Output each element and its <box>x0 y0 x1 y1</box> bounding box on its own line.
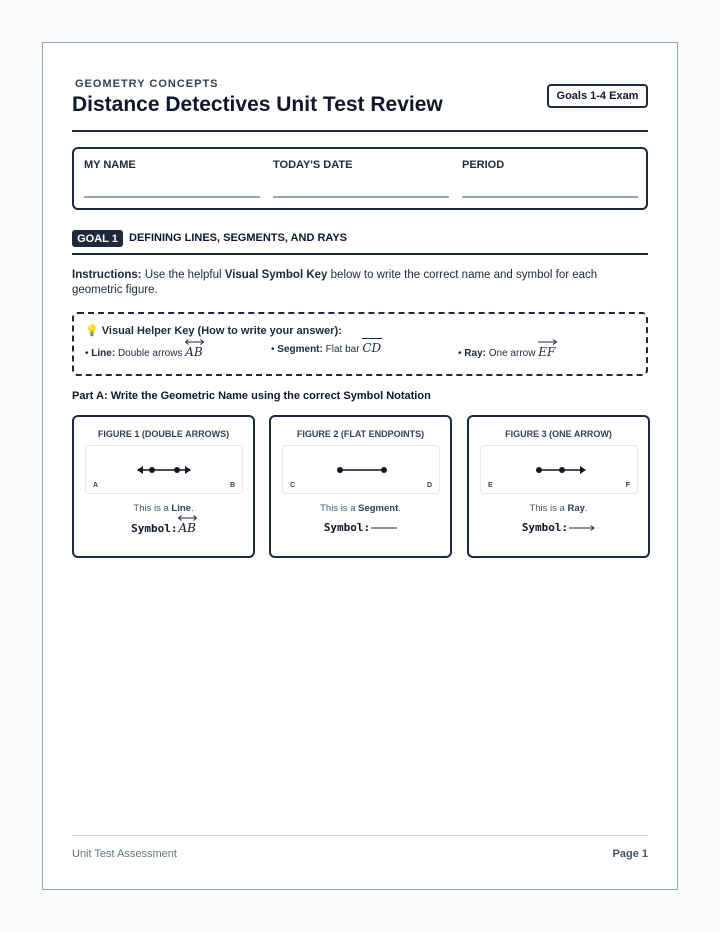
ray-figure-icon <box>481 446 639 495</box>
figure-card-ray <box>467 415 650 558</box>
figure-symbol <box>74 521 253 535</box>
subject-label: GEOMETRY CONCEPTS <box>75 78 219 90</box>
symbol-letters: AB <box>178 521 196 535</box>
caption-post: . <box>190 503 194 514</box>
point-label-b: B <box>229 482 235 489</box>
point-label-e: E <box>488 482 493 489</box>
point-label-f: F <box>625 482 630 489</box>
ray-notation <box>538 345 555 359</box>
figure-symbol <box>271 521 450 534</box>
figure-symbol <box>469 521 648 534</box>
symbol-label: Symbol: <box>131 522 178 535</box>
goal-title: DEFINING LINES, SEGMENTS, AND RAYS <box>129 232 347 244</box>
line-notation-letters: AB <box>185 345 203 359</box>
ray-arrow-icon <box>569 524 595 532</box>
date-label: TODAY'S DATE <box>273 159 353 171</box>
symbol-label: Symbol: <box>521 521 569 534</box>
double-arrow-icon <box>177 514 198 522</box>
key-ray-term: Ray: <box>464 348 486 359</box>
instructions-key-name: Visual Symbol Key <box>224 269 328 281</box>
key-segment-term: Segment: <box>277 344 323 355</box>
goal-divider <box>72 253 648 255</box>
part-a-heading: Part A: Write the Geometric Name using the correct Symbol Notation <box>72 390 431 402</box>
name-field[interactable] <box>84 159 260 171</box>
footer-label: Unit Test Assessment <box>72 848 177 860</box>
figure-drawing <box>85 445 243 494</box>
caption-pre: This is a <box>320 503 359 514</box>
symbol-label: Symbol: <box>323 521 371 534</box>
segment-notation-letters: CD <box>362 341 382 355</box>
symbol-line-notation <box>178 521 195 535</box>
double-arrow-icon <box>184 338 205 346</box>
goal-pill: GOAL 1 <box>72 230 123 247</box>
title-divider <box>72 130 648 132</box>
caption-pre: This is a <box>529 503 568 514</box>
ray-notation-letters: EF <box>538 345 556 359</box>
caption-name: Ray <box>567 503 585 514</box>
key-item-segment: • Segment: Flat bar CD <box>271 341 381 355</box>
instructions <box>72 268 648 298</box>
key-line-term: Line: <box>91 348 116 359</box>
key-title-text: Visual Helper Key (How to write your answer): <box>101 325 342 337</box>
key-segment-desc: Flat bar <box>325 344 360 355</box>
key-item-ray: • Ray: One arrow EF <box>458 345 555 359</box>
visual-helper-key <box>72 312 648 376</box>
footer-divider <box>72 835 648 836</box>
figure-drawing <box>480 445 638 494</box>
worksheet-page <box>42 42 678 890</box>
caption-name: Line <box>171 503 191 514</box>
instructions-post: below to write the correct name and symbol for each geometric figure. <box>72 269 598 296</box>
figure-heading: FIGURE 2 (FLAT ENDPOINTS) <box>296 429 425 439</box>
lightbulb-icon: 💡 <box>85 325 99 337</box>
figure-drawing <box>282 445 440 494</box>
page-title: Distance Detectives Unit Test Review <box>72 93 443 116</box>
line-notation <box>185 345 202 359</box>
line-figure-icon <box>86 446 244 495</box>
caption-name: Segment <box>358 503 399 514</box>
figure-card-line <box>72 415 255 558</box>
segment-notation <box>362 341 381 355</box>
instructions-pre: Use the helpful <box>141 269 225 281</box>
name-label: MY NAME <box>84 159 136 171</box>
period-field[interactable] <box>462 159 638 171</box>
date-field[interactable] <box>273 159 449 171</box>
segment-bar-icon <box>371 525 397 531</box>
figure-caption <box>74 503 253 514</box>
figure-card-segment <box>269 415 452 558</box>
caption-post: . <box>584 503 588 514</box>
figure-caption <box>271 503 450 514</box>
figure-heading: FIGURE 1 (DOUBLE ARROWS) <box>97 429 230 439</box>
key-title <box>85 324 342 337</box>
exam-badge: Goals 1-4 Exam <box>547 84 648 108</box>
figure-caption <box>469 503 648 514</box>
name-line[interactable] <box>84 196 260 198</box>
page-number: Page 1 <box>612 848 648 860</box>
instructions-lead: Instructions: <box>72 269 142 281</box>
bar-icon <box>362 337 382 340</box>
figure-heading: FIGURE 3 (ONE ARROW) <box>505 429 612 439</box>
period-label: PERIOD <box>462 159 505 171</box>
date-line[interactable] <box>273 196 449 198</box>
caption-post: . <box>398 503 401 514</box>
point-label-d: D <box>426 482 432 489</box>
single-arrow-icon <box>538 338 558 346</box>
caption-pre: This is a <box>133 503 172 514</box>
key-ray-desc: One arrow <box>488 348 536 359</box>
point-label-a: A <box>93 482 99 489</box>
key-line-desc: Double arrows <box>117 348 183 359</box>
point-label-c: C <box>290 482 296 489</box>
student-info-box <box>72 147 648 210</box>
goal-header <box>72 230 648 254</box>
period-line[interactable] <box>462 196 638 198</box>
segment-figure-icon <box>283 446 441 495</box>
key-item-line: • Line: Double arrows AB <box>85 345 203 359</box>
